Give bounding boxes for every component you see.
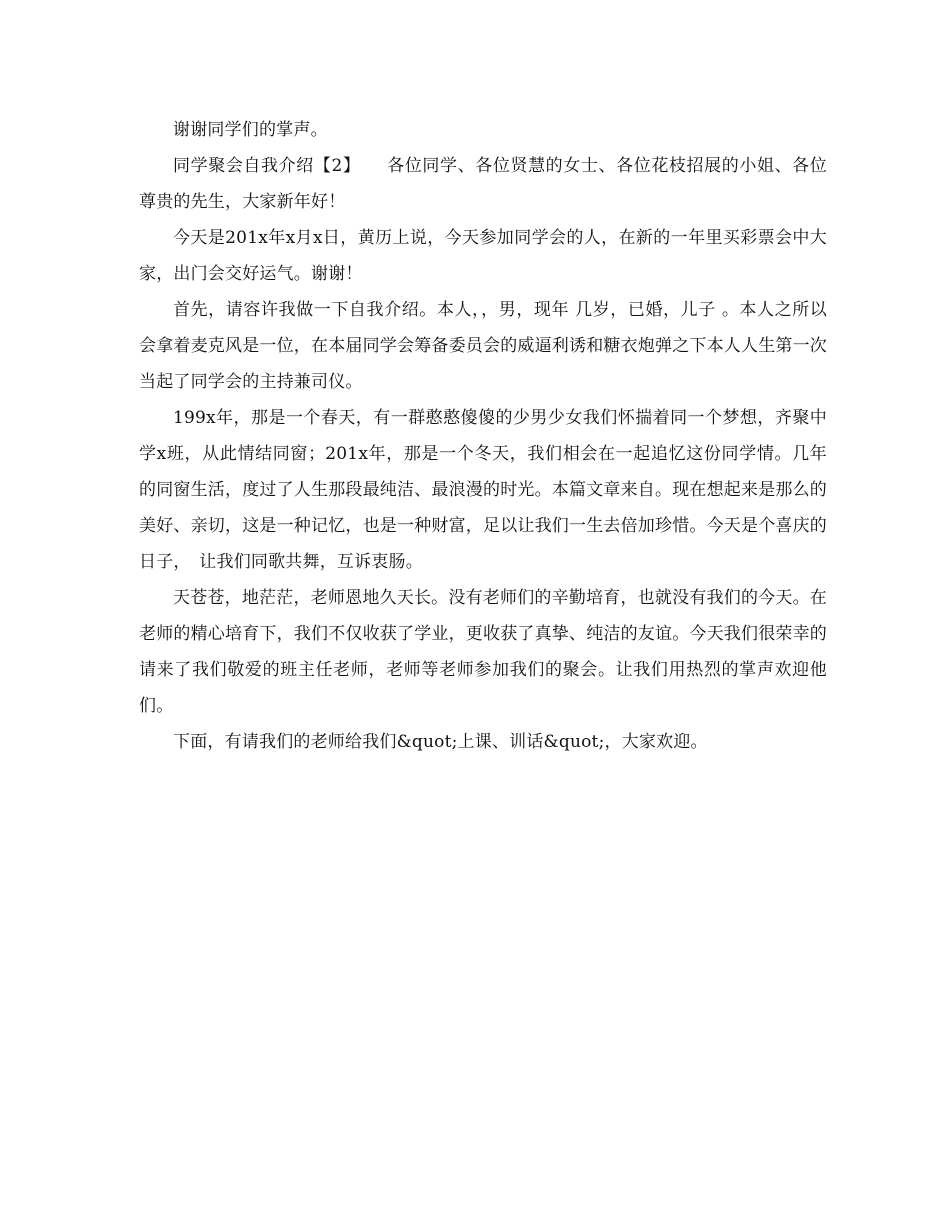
paragraph-date: 今天是201x年x月x日，黄历上说，今天参加同学会的人，在新的一年里买彩票会中大家，出门会交好运气。谢谢！	[139, 228, 827, 284]
paragraph-memories: 199x年，那是一个春天，有一群憨憨傻傻的少男少女我们怀揣着同一个梦想，齐聚中学x班，从此情结同窗；201x年，那是一个冬天，我们相会在一起追忆这份同学情。几年的同窗生活，度过了人生那段最纯洁、最浪漫的时光。本篇文章来自。现在想起来是那么的美好、亲切，这是一种记忆，也是一种财富，足以让我们一生去倍加珍惜。今天是个喜庆的日子， 让我们同歌共舞，互诉衷肠。	[139, 408, 827, 572]
paragraph-thanks: 谢谢同学们的掌声。	[173, 120, 328, 140]
paragraph-closing: 下面，有请我们的老师给我们&quot;上课、训话&quot;，大家欢迎。	[173, 732, 708, 752]
paragraph-self-intro: 首先，请容许我做一下自我介绍。本人，，男，现年 几岁，已婚，儿子 。本人之所以会拿着麦克风是一位，在本届同学会筹备委员会的威逼利诱和糖衣炮弹之下本人人生第一次当起了同学会的主持兼司仪。	[139, 300, 827, 392]
document-body	[139, 112, 827, 760]
paragraph-teachers: 天苍苍，地茫茫，老师恩地久天长。没有老师们的辛勤培育，也就没有我们的今天。在老师的精心培育下，我们不仅收获了学业，更收获了真挚、纯洁的友谊。今天我们很荣幸的请来了我们敬爱的班主任老师，老师等老师参加我们的聚会。让我们用热烈的掌声欢迎他们。	[139, 588, 827, 716]
paragraph-greeting: 同学聚会自我介绍【2】 各位同学、各位贤慧的女士、各位花枝招展的小姐、各位尊贵的先生，大家新年好！	[139, 156, 827, 212]
